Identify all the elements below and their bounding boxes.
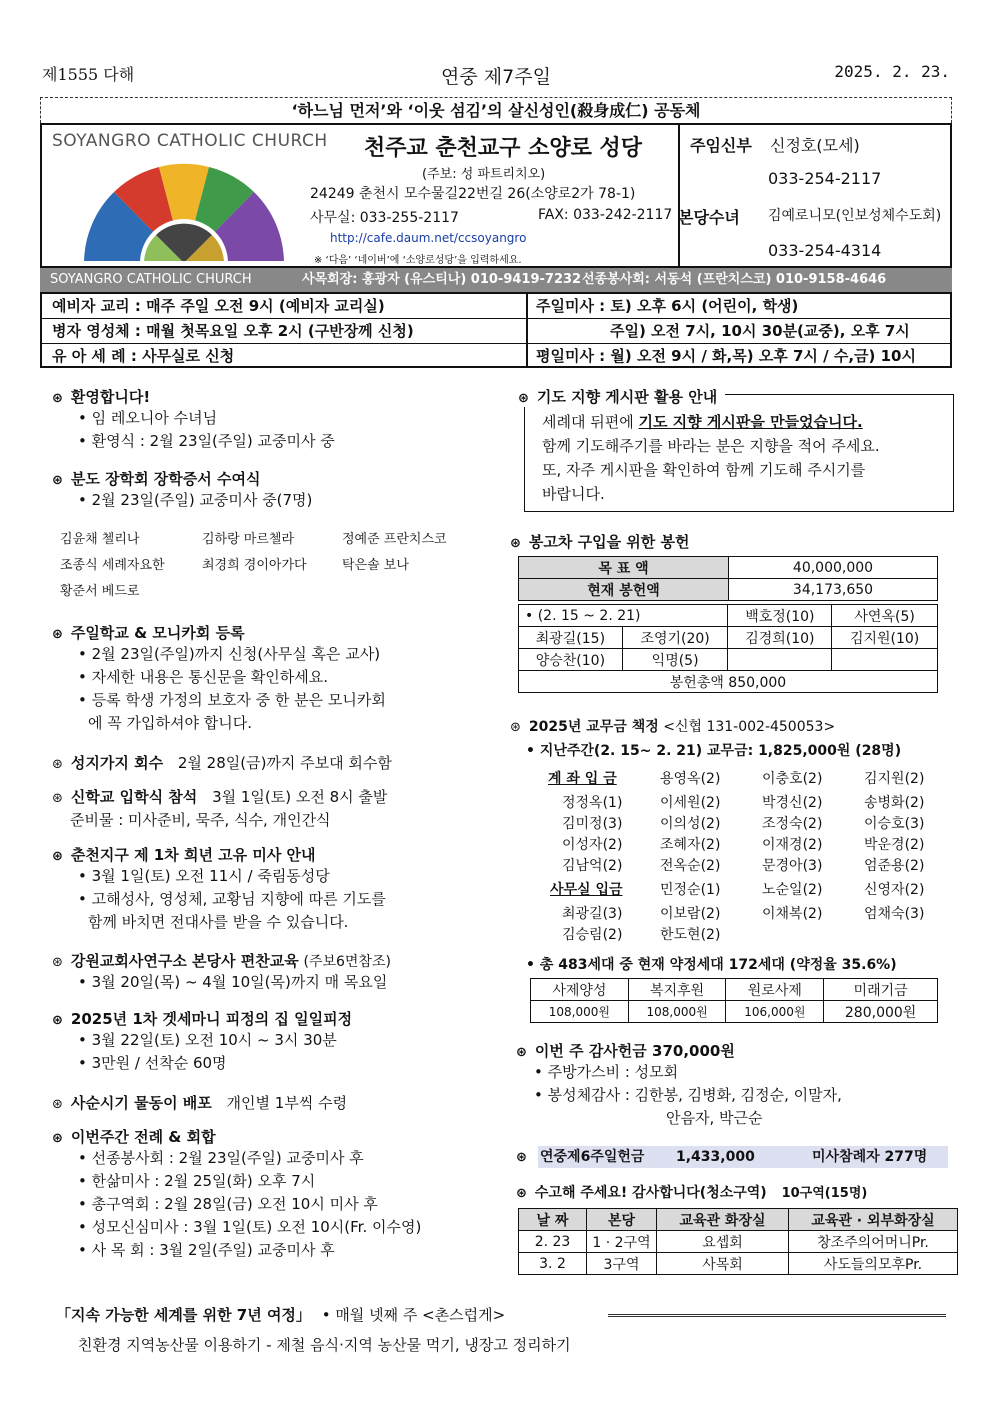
page-title: 연중 제7주일 — [441, 66, 551, 88]
table-cell: 양승찬(10) — [519, 649, 623, 671]
section-mark-icon: ⊛ — [52, 791, 63, 806]
sick-communion: 병자 영성체 : 매월 첫목요일 오후 2시 (구반장께 신청) — [52, 322, 414, 340]
section-heading: 주일학교 & 모니카회 등록 — [70, 624, 245, 642]
pastor-name: 신정호(모세) — [770, 136, 860, 155]
list-item: 송병화(2) — [864, 795, 925, 811]
liturgy-section — [52, 1126, 492, 1262]
list-item: • 2월 23일(주일)까지 신청(사무실 혹은 교사) — [78, 645, 381, 663]
office-deposit-label: 사무실 입금 — [550, 882, 623, 898]
list-item: • 봉성체감사 : 김한봉, 김병화, 김정순, 이말자, — [534, 1086, 842, 1104]
footer-banner — [56, 1304, 946, 1325]
table-cell: 김경희(10) — [728, 627, 832, 649]
section-mark-icon: ⊛ — [52, 955, 63, 970]
prayer-board-heading — [516, 386, 725, 407]
collection-summary — [516, 1146, 948, 1168]
list-item: • 임 레오니아 수녀님 — [78, 409, 218, 427]
table-cell: 3구역 — [587, 1253, 657, 1275]
van-heading — [510, 531, 689, 552]
pastor-label: 주임신부 — [690, 136, 752, 155]
water-jar-section — [52, 1092, 492, 1113]
list-item: • 등록 학생 가정의 보호자 중 한 분은 모니카회 — [78, 691, 386, 709]
schedule-divider — [526, 294, 528, 366]
list-item: 정예준 프란치스코 — [342, 532, 447, 547]
patron: (주보: 성 파트리치오) — [422, 167, 546, 182]
list-item: 김윤채 첼리나 — [60, 532, 140, 547]
table-cell: 현재 봉헌액 — [519, 579, 729, 601]
section-text: (주보6면참조) — [303, 954, 391, 970]
list-item: 준비물 : 미사준비, 묵주, 식수, 개인간식 — [70, 811, 331, 829]
table-cell: 280,000원 — [824, 1001, 938, 1023]
search-note: ※ ‘다음’ ‘네이버’에 ‘소양로성당’을 입력하세요. — [314, 255, 522, 266]
table-cell: 익명(5) — [622, 649, 728, 671]
list-item: 문경아(3) — [762, 858, 823, 874]
table-cell: 40,000,000 — [729, 557, 938, 579]
cafe-link[interactable]: http://cafe.daum.net/ccsoyangro — [330, 231, 527, 245]
footer-subtitle: • 매월 넷째 주 <촌스럽게> — [321, 1306, 506, 1324]
section-text: 2월 28일(금)까지 주보대 회수함 — [177, 754, 392, 772]
sunday-school-section — [52, 622, 492, 735]
sister-label: 본당수녀 — [678, 208, 740, 227]
address: 24249 춘천시 모수물길22번길 26(소양로2가 78-1) — [310, 186, 636, 202]
table-cell: 사도들의모후Pr. — [789, 1253, 958, 1275]
list-item: 신영자(2) — [864, 882, 925, 898]
collection-amount: 1,433,000 — [676, 1149, 755, 1165]
list-item: • 환영식 : 2월 23일(주일) 교중미사 중 — [78, 432, 335, 450]
list-item: 김남억(2) — [562, 858, 623, 874]
van-donors-table — [518, 604, 938, 693]
schedule-row — [42, 344, 950, 369]
list-item: 엄채숙(3) — [864, 906, 925, 922]
section-text: 함께 기도해주기를 바라는 분은 지향을 적어 주세요. — [542, 437, 880, 455]
list-item: 박운경(2) — [864, 837, 925, 853]
masthead — [42, 62, 950, 92]
list-item: 이성자(2) — [562, 837, 623, 853]
list-item: 함께 바치면 전대사를 받을 수 있습니다. — [88, 913, 349, 931]
cleaning-table — [518, 1208, 958, 1275]
list-item: 김미정(3) — [562, 816, 623, 832]
list-item: 노순일(2) — [762, 882, 823, 898]
cleaning-heading — [516, 1182, 867, 1202]
section-heading: 강원교회사연구소 본당사 편찬교육 — [70, 952, 299, 970]
parish-name: 천주교 춘천교구 소양로 성당 — [364, 136, 643, 161]
table-header: 사제양성 — [531, 979, 629, 1001]
section-text: 3월 1일(토) 오전 8시 출발 — [212, 788, 388, 806]
list-item: • 3만원 / 선착순 60명 — [78, 1054, 227, 1072]
section-heading: 수고해 주세요! 감사합니다(청소구역) — [534, 1185, 767, 1201]
list-item: 이의성(2) — [660, 816, 721, 832]
motto: ‘하느님 먼저’와 ‘이웃 섬김’의 살신성인(殺身成仁) 공동체 — [40, 97, 952, 123]
history-section — [52, 950, 492, 994]
footer-rule — [608, 1314, 946, 1317]
table-header: 원로사제 — [726, 979, 824, 1001]
section-mark-icon: ⊛ — [516, 1150, 527, 1165]
table-cell: 김지원(10) — [832, 627, 938, 649]
header-divider — [678, 125, 680, 266]
table-cell: 최광길(15) — [519, 627, 623, 649]
issue-number: 제1555 다해 — [42, 65, 135, 84]
section-heading: 봉고차 구입을 위한 봉헌 — [528, 533, 690, 551]
section-mark-icon: ⊛ — [52, 849, 63, 864]
list-item: • 선종봉사회 : 2월 23일(주일) 교중미사 후 — [78, 1149, 364, 1167]
section-heading: 환영합니다! — [70, 388, 151, 406]
table-cell: • (2. 15 ~ 2. 21) — [519, 605, 728, 627]
table-cell: 34,173,650 — [729, 579, 938, 601]
church-logo-icon — [64, 159, 304, 265]
table-cell: 1 · 2구역 — [587, 1231, 657, 1253]
table-cell: 창조주의어머니Pr. — [789, 1231, 958, 1253]
table-cell: 조영기(20) — [622, 627, 728, 649]
list-item: • 한삶미사 : 2월 25일(화) 오후 7시 — [78, 1172, 316, 1190]
table-cell: 108,000원 — [531, 1001, 629, 1023]
table-cell: 3. 2 — [519, 1253, 587, 1275]
table-header: 미래기금 — [824, 979, 938, 1001]
account-deposit-label: 계 좌 입 금 — [548, 771, 617, 787]
thanks-offering-section — [516, 1040, 842, 1130]
section-heading: 2025년 교무금 책정 — [528, 719, 659, 735]
pastor-phone: 033-254-2117 — [768, 169, 882, 188]
dues-heading — [510, 716, 835, 736]
prayer-board-text — [542, 410, 946, 506]
section-heading: 기도 지향 게시판 활용 안내 — [536, 388, 718, 406]
list-item: 이충호(2) — [762, 771, 823, 787]
sister-phone: 033-254-4314 — [768, 241, 882, 260]
section-mark-icon: ⊛ — [510, 536, 521, 551]
list-item: • 3월 22일(토) 오전 10시 ~ 3시 30분 — [78, 1031, 337, 1049]
highlight-text: 기도 지향 게시판을 만들었습니다. — [638, 413, 863, 431]
sunday-mass-sun: 주일) 오전 7시, 10시 30분(교중), 오후 7시 — [610, 322, 910, 340]
list-item: 정정옥(1) — [562, 795, 623, 811]
list-item: • 주방가스비 : 성모회 — [534, 1063, 679, 1081]
list-item: 이보람(2) — [660, 906, 721, 922]
table-cell: 106,000원 — [726, 1001, 824, 1023]
list-item: • 고해성사, 영성체, 교황님 지향에 따른 기도를 — [78, 890, 386, 908]
households-summary: • 총 483세대 중 현재 약정세대 172세대 (약정율 35.6%) — [526, 957, 897, 973]
table-cell: 요셉회 — [657, 1231, 789, 1253]
section-mark-icon: ⊛ — [52, 627, 63, 642]
section-heading: 성지가지 회수 — [70, 754, 164, 772]
table-header: 날 짜 — [519, 1209, 587, 1231]
section-heading: 신학교 입학식 참석 — [70, 788, 198, 806]
list-item: 이채복(2) — [762, 906, 823, 922]
van-fund-table — [518, 556, 938, 601]
section-mark-icon: ⊛ — [52, 473, 63, 488]
footer-title: 「지속 가능한 세계를 위한 7년 여정」 — [56, 1306, 311, 1324]
section-heading: 이번 주 감사헌금 370,000원 — [534, 1042, 735, 1060]
list-item: • 2월 23일(주일) 교중미사 중(7명) — [78, 491, 313, 509]
table-cell: 사목회 — [657, 1253, 789, 1275]
section-mark-icon: ⊛ — [518, 391, 529, 406]
section-text: 세례대 뒤편에 — [542, 413, 639, 431]
fax: FAX: 033-242-2117 — [538, 207, 673, 223]
list-item: 박경신(2) — [762, 795, 823, 811]
list-item: 이재경(2) — [762, 837, 823, 853]
section-mark-icon: ⊛ — [52, 391, 63, 406]
list-item: 탁은솔 보나 — [342, 558, 409, 573]
list-item: 최광길(3) — [562, 906, 623, 922]
section-heading: 이번주간 전례 & 회합 — [70, 1128, 216, 1146]
table-cell: 사연옥(5) — [832, 605, 938, 627]
section-mark-icon: ⊛ — [510, 720, 521, 735]
list-item: 용영옥(2) — [660, 771, 721, 787]
list-item: 김하랑 마르첼라 — [202, 532, 295, 547]
section-heading: 분도 장학회 장학증서 수여식 — [70, 470, 261, 488]
council-head: 사목회장: 홍광자 (유스티나) 010-9419-7232 — [302, 272, 582, 287]
table-header: 교육관 화장실 — [657, 1209, 789, 1231]
footer-text: 친환경 지역농산물 이용하기 - 제철 음식·지역 농산물 먹기, 냉장고 정리하기 — [78, 1336, 571, 1354]
account-number: <신협 131-002-450053> — [663, 719, 836, 735]
parish-header — [40, 123, 952, 268]
logo-text: SOYANGRO CATHOLIC CHURCH — [52, 131, 328, 151]
service-head: 선종봉사회: 서동석 (프란치스코) 010-9158-4646 — [582, 272, 887, 287]
list-item: 조혜자(2) — [660, 837, 721, 853]
list-item: • 3월 20일(목) ~ 4월 10일(목)까지 매 목요일 — [78, 973, 388, 991]
table-cell: 목 표 액 — [519, 557, 729, 579]
table-cell: 2. 23 — [519, 1231, 587, 1253]
table-header: 복지후원 — [628, 979, 726, 1001]
list-item: 조종식 세례자요한 — [60, 558, 165, 573]
section-mark-icon: ⊛ — [52, 1131, 63, 1146]
list-item: 민정순(1) — [660, 882, 721, 898]
schedule-table — [40, 292, 952, 368]
table-cell: 108,000원 — [628, 1001, 726, 1023]
list-item: 안음자, 박근순 — [666, 1109, 763, 1127]
dues-allocation-table — [530, 978, 938, 1023]
collection-label: 연중제6주일헌금 — [540, 1149, 645, 1165]
section-heading: 사순시기 물동이 배포 — [70, 1094, 212, 1112]
section-text: 또, 자주 게시판을 확인하여 함께 기도해 주시기를 — [542, 461, 866, 479]
jubilee-section — [52, 844, 492, 934]
list-item: 한도현(2) — [660, 927, 721, 943]
section-mark-icon: ⊛ — [52, 1097, 63, 1112]
section-mark-icon: ⊛ — [52, 757, 63, 772]
list-item: 최경희 경이아가다 — [202, 558, 307, 573]
seminary-section — [52, 786, 492, 833]
contact-bar — [40, 268, 952, 292]
schedule-row — [42, 294, 950, 319]
list-item: 황준서 베드로 — [60, 584, 140, 599]
sister-name: 김예로니모(인보성체수도회) — [768, 208, 942, 224]
table-header: 교육관 · 외부화장실 — [789, 1209, 958, 1231]
section-mark-icon: ⊛ — [516, 1045, 527, 1060]
list-item: • 총구역회 : 2월 28일(금) 오전 10시 미사 후 — [78, 1195, 378, 1213]
palm-section — [52, 752, 492, 773]
list-item: 김승림(2) — [562, 927, 623, 943]
section-mark-icon: ⊛ — [52, 1013, 63, 1028]
dues-week-summary: • 지난주간(2. 15~ 2. 21) 교무금: 1,825,000원 (28명) — [526, 743, 902, 759]
scholarship-section — [52, 468, 492, 512]
infant-baptism: 유 아 세 례 : 사무실로 신청 — [52, 347, 235, 365]
table-cell: 백호정(10) — [728, 605, 832, 627]
section-heading: 춘천지구 제 1차 희년 고유 미사 안내 — [70, 846, 316, 864]
table-header: 본당 — [587, 1209, 657, 1231]
catechumen-info: 예비자 교리 : 매주 주일 오전 9시 (예비자 교리실) — [52, 297, 385, 315]
weekday-mass: 평일미사 : 월) 오전 9시 / 화,목) 오후 7시 / 수,금) 10시 — [536, 347, 916, 365]
list-item: 에 꼭 가입하셔야 합니다. — [88, 714, 252, 732]
list-item: • 사 목 회 : 3월 2일(주일) 교중미사 후 — [78, 1241, 335, 1259]
list-item: 김지원(2) — [864, 771, 925, 787]
office-phone: 사무실: 033-255-2117 — [310, 210, 459, 226]
list-item: • 성모신심미사 : 3월 1일(토) 오전 10시(Fr. 이수영) — [78, 1218, 422, 1236]
attendance-count: 미사참례자 277명 — [812, 1149, 928, 1165]
list-item: 엄준용(2) — [864, 858, 925, 874]
section-text: 바랍니다. — [542, 485, 605, 503]
section-mark-icon: ⊛ — [516, 1186, 527, 1201]
table-cell — [832, 649, 938, 671]
table-cell — [728, 649, 832, 671]
bar-church-name: SOYANGRO CATHOLIC CHURCH — [50, 272, 252, 287]
list-item: • 3월 1일(토) 오전 11시 / 죽림동성당 — [78, 867, 330, 885]
list-item: 이승호(3) — [864, 816, 925, 832]
retreat-section — [52, 1008, 492, 1075]
welcome-section — [52, 386, 492, 453]
list-item: 이세원(2) — [660, 795, 721, 811]
issue-date: 2025. 2. 23. — [834, 62, 950, 81]
schedule-row — [42, 319, 950, 344]
cleaning-subtitle: 10구역(15명) — [781, 1186, 868, 1201]
list-item: • 자세한 내용은 통신문을 확인하세요. — [78, 668, 329, 686]
list-item: 조정숙(2) — [762, 816, 823, 832]
section-text: 개인별 1부씩 수령 — [226, 1094, 348, 1112]
table-cell: 봉헌총액 850,000 — [519, 671, 938, 693]
section-heading: 2025년 1차 겟세마니 피정의 집 일일피정 — [70, 1010, 353, 1028]
list-item: 전옥순(2) — [660, 858, 721, 874]
sunday-mass-sat: 주일미사 : 토) 오후 6시 (어린이, 학생) — [536, 297, 799, 315]
